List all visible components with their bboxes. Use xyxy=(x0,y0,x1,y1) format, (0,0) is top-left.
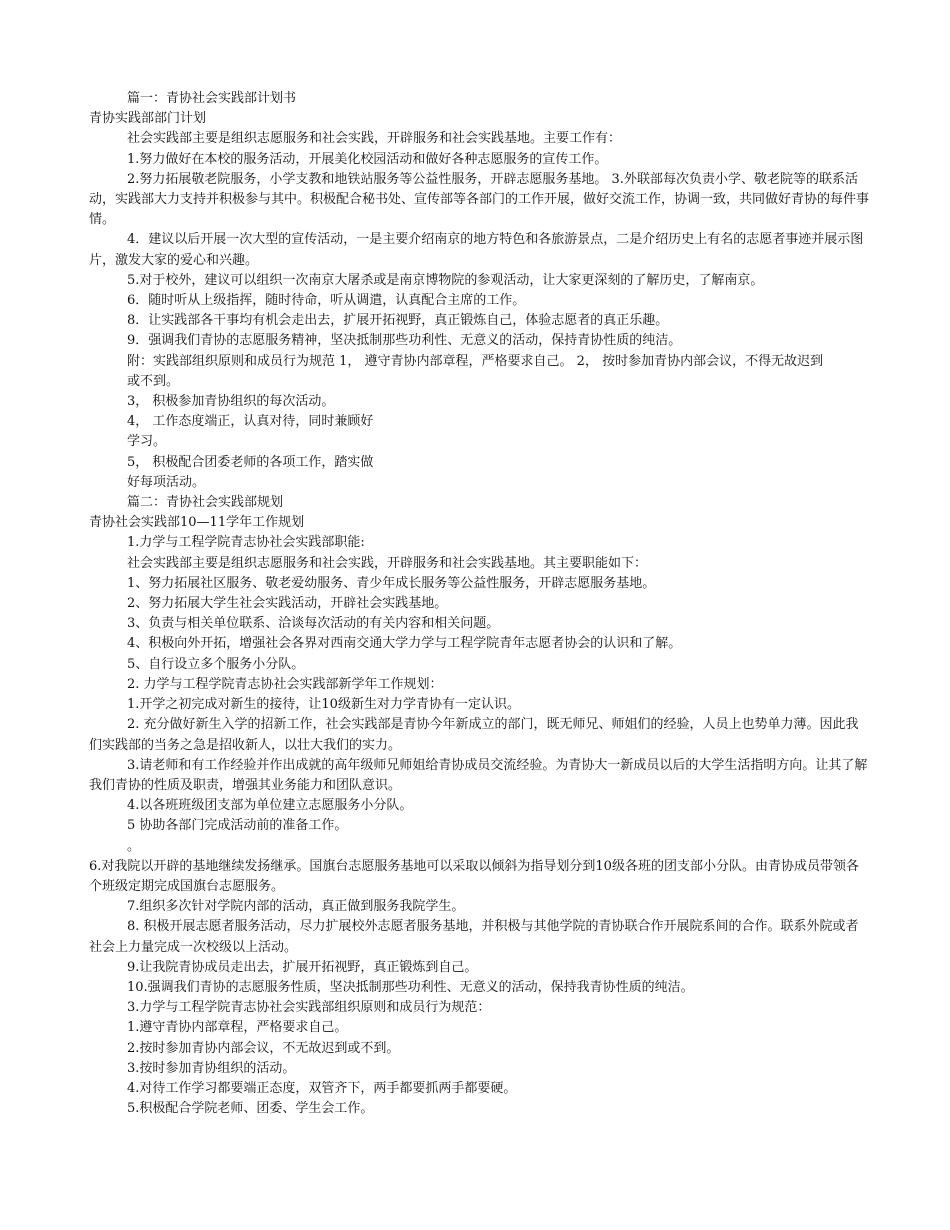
paragraph: 1.努力做好在本校的服务活动，开展美化校园活动和做好各种志愿服务的宣传工作。 xyxy=(127,151,608,167)
paragraph: 1.开学之初完成对新生的接待，让10级新生对力学青协有一定认识。 xyxy=(127,697,520,713)
paragraph: 篇一：青协社会实践部计划书 xyxy=(127,91,297,106)
paragraph: 社会实践部主要是组织志愿服务和社会实践，开辟服务和社会实践基地。其主要职能如下： xyxy=(127,555,648,571)
paragraph: 4， 工作态度端正，认真对待，同时兼顾好 xyxy=(127,414,374,430)
paragraph: 青协社会实践部10—11学年工作规划 xyxy=(89,515,305,531)
paragraph: 1、努力拓展社区服务、敬老爱幼服务、青少年成长服务等公益性服务，开辟志愿服务基地。 xyxy=(127,575,656,591)
paragraph: 2、努力拓展大学生社会实践活动，开辟社会实践基地。 xyxy=(127,596,448,612)
paragraph: 4.以各班班级团支部为单位建立志愿服务小分队。 xyxy=(127,798,413,814)
paragraph: 2.努力拓展敬老院服务，小学支教和地铁站服务等公益性服务，开辟志愿服务基地。 3.外联部每次负责小学、敬老院等的联系活动，实践部大力支持并积极参与其中。积极配合秘书处、宣传部等各部门的工作开展，做好交流工作，协调一致，共同做好青协的每件事情。 xyxy=(89,171,870,228)
paragraph: 3、负责与相关单位联系、洽谈每次活动的有关内容和相关问题。 xyxy=(127,616,500,632)
paragraph: 。 xyxy=(127,838,141,854)
paragraph: 附：实践部组织原则和成员行为规范 1， 遵守青协内部章程，严格要求自己。 2， 按时参加青协内部会议，不得无故迟到 xyxy=(127,353,824,369)
paragraph: 或不到。 xyxy=(127,373,180,389)
paragraph: 社会实践部主要是组织志愿服务和社会实践，开辟服务和社会实践基地。主要工作有： xyxy=(127,131,622,147)
paragraph: 5.对于校外，建议可以组织一次南京大屠杀或是南京博物院的参观活动，让大家更深刻的了解历史，了解南京。 xyxy=(127,272,764,288)
paragraph: 2. 充分做好新生入学的招新工作，社会实践部是青协今年新成立的部门，既无师兄、师姐们的经验，人员上也势单力薄。因此我们实践部的当务之急是招收新人，以壮大我们的实力。 xyxy=(89,717,859,753)
paragraph: 学习。 xyxy=(127,434,167,450)
paragraph: 1.遵守青协内部章程，严格要求自己。 xyxy=(127,1020,348,1036)
paragraph: 5、自行设立多个服务小分队。 xyxy=(127,656,305,672)
paragraph: 4.对待工作学习都要端正态度，双管齐下，两手都要抓两手都要硬。 xyxy=(127,1080,517,1096)
paragraph: 青协实践部部门计划 xyxy=(89,111,207,127)
paragraph: 3.按时参加青协组织的活动。 xyxy=(127,1060,296,1076)
paragraph: 9．强调我们青协的志愿服务精神，坚决抵制那些功利性、无意义的活动，保持青协性质的纯洁。 xyxy=(127,333,682,349)
paragraph: 1.力学与工程学院青志协社会实践部职能: xyxy=(127,535,365,551)
paragraph: 8．让实践部各干事均有机会走出去，扩展开拓视野，真正锻炼自己，体验志愿者的真正乐趣。 xyxy=(127,313,669,329)
paragraph: 5 协助各部门完成活动前的准备工作。 xyxy=(127,818,348,834)
paragraph: 8. 积极开展志愿者服务活动，尽力扩展校外志愿者服务基地，并积极与其他学院的青协联合作开展院系间的合作。联系外院或者社会上力量完成一次校级以上活动。 xyxy=(89,919,859,955)
document-body xyxy=(89,89,869,1119)
paragraph: 好每项活动。 xyxy=(127,474,206,490)
paragraph: 2. 力学与工程学院青志协社会实践部新学年工作规划： xyxy=(127,676,443,692)
paragraph: 5， 积极配合团委老师的各项工作，踏实做 xyxy=(127,454,374,470)
paragraph: 3.力学与工程学院青志协社会实践部组织原则和成员行为规范： xyxy=(127,1000,491,1016)
paragraph: 2.按时参加青协内部会议，不无故迟到或不到。 xyxy=(127,1040,400,1056)
paragraph: 3.请老师和有工作经验并作出成就的高年级师兄师姐给青协成员交流经验。为青协大一新成员以后的大学生活指明方向。让其了解我们青协的性质及职责，增强其业务能力和团队意识。 xyxy=(89,757,868,793)
paragraph: 4．建议以后开展一次大型的宣传活动，一是主要介绍南京的地方特色和各旅游景点，二是介绍历史上有名的志愿者事迹并展示图片，激发大家的爱心和兴趣。 xyxy=(89,232,864,268)
paragraph: 4、积极向外开拓，增强社会各界对西南交通大学力学与工程学院青年志愿者协会的认识和了解。 xyxy=(127,636,682,652)
paragraph: 7.组织多次针对学院内部的活动，真正做到服务我院学生。 xyxy=(127,899,465,915)
paragraph: 3， 积极参加青协组织的每次活动。 xyxy=(127,394,335,410)
paragraph: 10.强调我们青协的志愿服务性质，坚决抵制那些功利性、无意义的活动，保持我青协性质的纯洁。 xyxy=(127,979,694,995)
paragraph: 5.积极配合学院老师、团委、学生会工作。 xyxy=(127,1101,374,1117)
paragraph: 9.让我院青协成员走出去，扩展开拓视野，真正锻炼到自己。 xyxy=(127,959,478,975)
paragraph: 6.对我院以开辟的基地继续发扬继承。国旗台志愿服务基地可以采取以倾斜为指导划分到10级各班的团支部小分队。由青协成员带领各个班级定期完成国旗台志愿服务。 xyxy=(89,858,859,894)
paragraph: 6．随时听从上级指挥，随时待命，听从调遣，认真配合主席的工作。 xyxy=(127,293,526,309)
paragraph: 篇二：青协社会实践部规划 xyxy=(127,495,284,511)
